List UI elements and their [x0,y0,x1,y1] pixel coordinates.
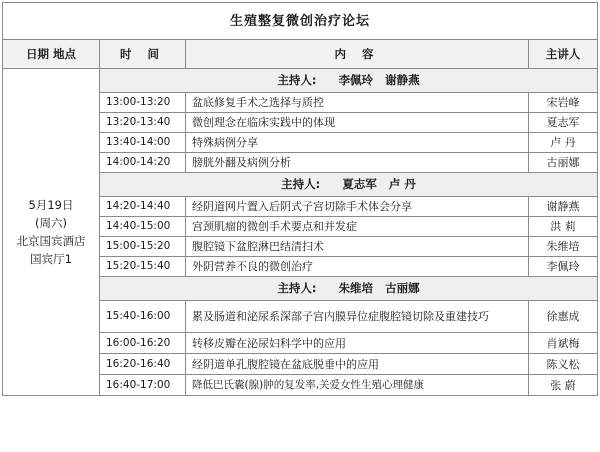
header-speaker: 主讲人 [529,40,598,69]
talk-speaker: 卢 丹 [529,133,598,153]
talk-speaker: 谢静燕 [529,197,598,217]
session-host-row [100,173,598,197]
talk-time: 15:20-15:40 [100,257,186,277]
host-names: 夏志军 卢 丹 [342,177,416,191]
host-names: 李佩玲 谢静燕 [338,73,420,87]
event-room: 国宾厅1 [30,252,72,266]
talk-time: 14:00-14:20 [100,153,186,173]
talk-speaker: 肖斌梅 [529,333,598,354]
header-date-place: 日期 地点 [3,40,100,69]
event-venue: 北京国宾酒店 [16,234,86,248]
talk-time: 13:20-13:40 [100,113,186,133]
talk-topic: 经阴道网片置入后阴式子宫切除手术体会分享 [186,197,529,217]
talk-topic: 宫颈肌瘤的微创手术要点和并发症 [186,217,529,237]
talk-time: 13:40-14:00 [100,133,186,153]
event-date: 5月19日 [28,198,74,212]
talk-topic: 累及肠道和泌尿系深部子宫内膜异位症腹腔镜切除及重建技巧 [186,301,529,333]
host-label: 主持人: [277,281,317,295]
talk-topic: 外阴营养不良的微创治疗 [186,257,529,277]
talk-time: 13:00-13:20 [100,93,186,113]
forum-title: 生殖整复微创治疗论坛 [3,3,598,40]
talk-time: 14:40-15:00 [100,217,186,237]
talk-speaker: 朱维培 [529,237,598,257]
talk-time: 14:20-14:40 [100,197,186,217]
talk-speaker: 陈义松 [529,354,598,375]
talk-topic: 经阴道单孔腹腔镜在盆底脱垂中的应用 [186,354,529,375]
talk-topic: 膀胱外翻及病例分析 [186,153,529,173]
talk-topic: 微创理念在临床实践中的体现 [186,113,529,133]
header-content: 内 容 [186,40,529,69]
forum-schedule-table [2,2,598,396]
talk-speaker: 夏志军 [529,113,598,133]
session-host-row [100,69,598,93]
talk-time: 15:00-15:20 [100,237,186,257]
event-weekday: (周六) [35,216,67,230]
host-names: 朱维培 古丽娜 [338,281,420,295]
talk-topic: 特殊病例分享 [186,133,529,153]
talk-time: 16:20-16:40 [100,354,186,375]
talk-topic: 盆底修复手术之选择与质控 [186,93,529,113]
talk-speaker: 宋岩峰 [529,93,598,113]
talk-speaker: 徐惠成 [529,301,598,333]
host-label: 主持人: [277,73,317,87]
talk-topic: 降低巴氏囊(腺)肿的复发率,关爱女性生殖心理健康 [186,375,529,396]
talk-speaker: 李佩玲 [529,257,598,277]
header-time: 时 间 [100,40,186,69]
host-label: 主持人: [281,177,321,191]
talk-topic: 腹腔镜下盆腔淋巴结清扫术 [186,237,529,257]
talk-time: 15:40-16:00 [100,301,186,333]
talk-speaker: 洪 莉 [529,217,598,237]
talk-speaker: 张 蔚 [529,375,598,396]
talk-speaker: 古丽娜 [529,153,598,173]
date-place-cell [3,69,100,396]
talk-time: 16:40-17:00 [100,375,186,396]
talk-topic: 转移皮瓣在泌尿妇科学中的应用 [186,333,529,354]
talk-time: 16:00-16:20 [100,333,186,354]
session-host-row [100,277,598,301]
